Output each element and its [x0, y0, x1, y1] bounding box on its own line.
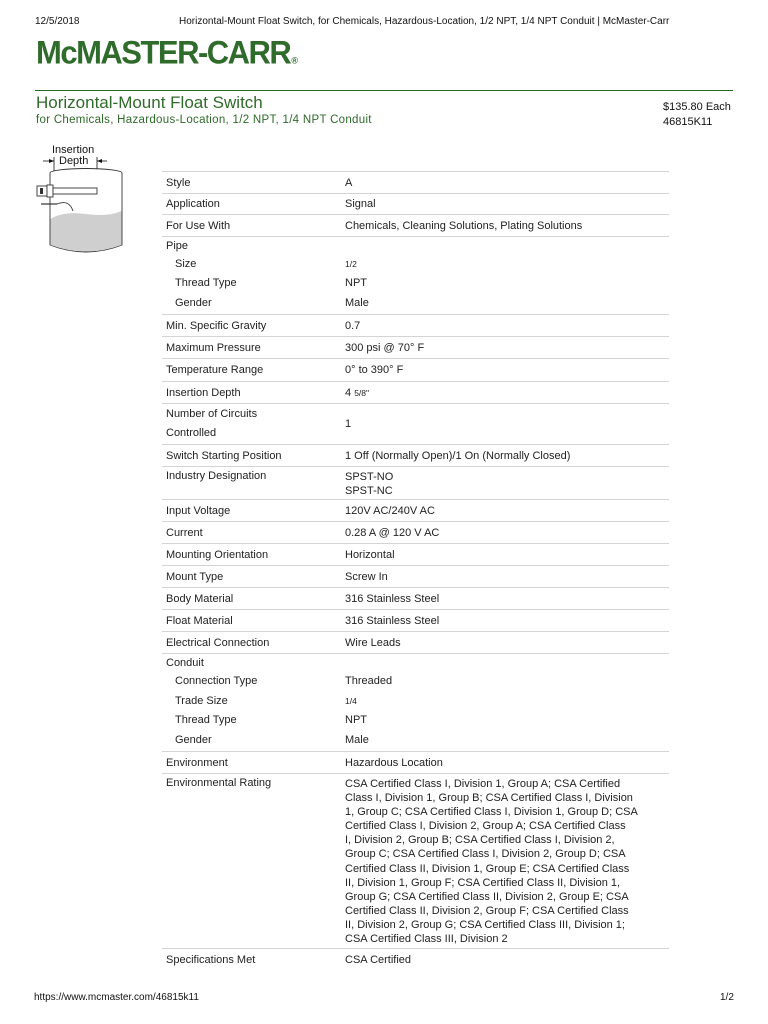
spec-value: NPT	[345, 276, 367, 289]
spec-label: Gender	[175, 297, 212, 309]
rating-line: II, Division 2, Group G; CSA Certified Class III, Division 1;	[345, 918, 625, 931]
spec-value: 300 psi @ 70° F	[345, 341, 425, 354]
spec-row-body-material	[162, 587, 669, 609]
spec-row-environment	[162, 751, 669, 773]
spec-value: Chemicals, Cleaning Solutions, Plating Solutions	[345, 219, 583, 232]
spec-row-environmental-rating	[162, 773, 669, 948]
spec-label: Application	[166, 198, 220, 210]
mcmaster-carr-logo[interactable]	[36, 34, 298, 72]
spec-label: Size	[175, 258, 197, 270]
spec-label: Input Voltage	[166, 504, 231, 517]
spec-row-float-material	[162, 609, 669, 631]
spec-label: Float Material	[166, 614, 233, 627]
spec-value: 1 Off (Normally Open)/1 On (Normally Closed)	[345, 449, 571, 462]
spec-row-mount-type	[162, 565, 669, 587]
spec-value: Screw In	[345, 570, 388, 583]
spec-label-line: Controlled	[166, 427, 217, 439]
rating-line: II, Division 1, Group F; CSA Certified Class II, Division 1,	[345, 876, 621, 889]
spec-row-conduit	[162, 653, 669, 671]
spec-label: Style	[166, 176, 191, 189]
product-price: $135.80 Each	[663, 101, 731, 113]
spec-value: 316 Stainless Steel	[345, 592, 440, 605]
spec-label: For Use With	[166, 219, 231, 232]
rating-line: Class I, Division 1, Group B; CSA Certified Class I, Division	[345, 792, 633, 805]
spec-label	[162, 405, 345, 443]
spec-row-insertion-depth	[162, 381, 669, 403]
spec-value: Hazardous Location	[345, 756, 443, 769]
spec-value: Horizontal	[345, 548, 395, 561]
spec-label: Electrical Connection	[166, 636, 270, 649]
spec-label: Industry Designation	[166, 470, 267, 482]
spec-label: Body Material	[166, 592, 234, 605]
spec-label: Switch Starting Position	[166, 449, 282, 462]
spec-value	[345, 777, 669, 946]
insertion-depth-diagram	[33, 141, 129, 257]
spec-value: 0.7	[345, 319, 361, 332]
spec-label-line: Number of Circuits	[166, 408, 258, 420]
spec-row-conduit-connection-type	[162, 671, 669, 691]
spec-value: 120V AC/240V AC	[345, 504, 435, 517]
spec-row-specifications-met	[162, 948, 669, 970]
spec-row-pipe	[162, 236, 669, 255]
spec-row-conduit-trade-size	[162, 691, 669, 710]
spec-row-style	[162, 171, 669, 193]
spec-row-pipe-thread-type	[162, 273, 669, 292]
spec-value: 0.28 A @ 120 V AC	[345, 526, 440, 539]
spec-value-line: SPST-NC	[345, 485, 393, 497]
print-header	[35, 16, 736, 30]
spec-value: NPT	[345, 713, 367, 726]
spec-value: 1/4	[345, 695, 357, 706]
spec-label: Thread Type	[175, 276, 237, 289]
spec-row-number-of-circuits	[162, 403, 669, 444]
rating-line: Group C; CSA Certified Class I, Division 2, Group D; CSA	[345, 848, 626, 861]
spec-row-pipe-size	[162, 255, 669, 273]
spec-row-for-use-with	[162, 214, 669, 236]
rating-line: CSA Certified Class I, Division 1, Group A; CSA Certified	[345, 778, 621, 790]
spec-value	[345, 470, 669, 498]
spec-label: Environmental Rating	[166, 777, 272, 789]
spec-value: 0° to 390° F	[345, 364, 404, 376]
spec-row-temperature-range	[162, 358, 669, 381]
spec-row-min-specific-gravity	[162, 314, 669, 336]
rating-line: 1, Group C; CSA Certified Class I, Division 1, Group D; CSA	[345, 806, 638, 819]
spec-label: Trade Size	[175, 694, 228, 707]
spec-label: Temperature Range	[166, 364, 264, 376]
spec-row-input-voltage	[162, 499, 669, 521]
spec-value: Signal	[345, 198, 376, 210]
rating-line: CSA Certified Class III, Division 2	[345, 933, 508, 946]
rating-line: Group G; CSA Certified Class II, Division 2, Group E; CSA	[345, 890, 629, 903]
header-divider	[35, 90, 733, 91]
spec-group-label: Conduit	[166, 656, 204, 669]
footer-url[interactable]: https://www.mcmaster.com/46815k11	[34, 992, 199, 1003]
spec-value-line: SPST-NO	[345, 471, 394, 483]
spec-label: Mounting Orientation	[166, 548, 269, 561]
rating-line: Certified Class I, Division 2, Group A; CSA Certified Class	[345, 820, 626, 833]
diagram-label-insertion: Insertion	[52, 144, 95, 156]
spec-value-whole: 4	[345, 386, 352, 399]
spec-value: Male	[345, 734, 369, 746]
product-subtitle: for Chemicals, Hazardous-Location, 1/2 NPT, 1/4 NPT Conduit	[36, 114, 372, 126]
spec-label: Connection Type	[175, 675, 258, 687]
spec-label: Insertion Depth	[166, 386, 241, 399]
spec-row-pipe-gender	[162, 292, 669, 314]
footer-page-number: 1/2	[720, 992, 734, 1003]
spec-label: Specifications Met	[166, 953, 256, 966]
spec-label: Mount Type	[166, 570, 224, 583]
spec-row-industry-designation	[162, 466, 669, 499]
spec-row-application	[162, 193, 669, 214]
spec-value: A	[345, 176, 353, 189]
spec-row-mounting-orientation	[162, 543, 669, 565]
spec-value: CSA Certified	[345, 953, 412, 966]
spec-value: 316 Stainless Steel	[345, 614, 440, 627]
spec-label: Min. Specific Gravity	[166, 319, 267, 332]
spec-value: Wire Leads	[345, 636, 401, 649]
spec-value: Threaded	[345, 675, 393, 687]
spec-label: Maximum Pressure	[166, 341, 261, 354]
spec-label: Current	[166, 526, 203, 539]
diagram-label-depth: Depth	[59, 155, 89, 167]
spec-label: Gender	[175, 734, 212, 746]
spec-label: Thread Type	[175, 713, 237, 726]
spec-row-current	[162, 521, 669, 543]
spec-value	[345, 387, 669, 399]
product-title: Horizontal-Mount Float Switch	[36, 93, 263, 112]
registered-mark: ®	[291, 55, 298, 66]
part-number: 46815K11	[663, 116, 713, 128]
rating-line: Certified Class II, Division 1, Group E; CSA Certified Class	[345, 862, 630, 875]
spec-group-label: Pipe	[166, 240, 189, 252]
spec-value: 1	[345, 418, 352, 430]
print-page-title: Horizontal-Mount Float Switch, for Chemicals, Hazardous-Location, 1/2 NPT, 1/4 NPT Conduit | McMaster-Carr	[179, 16, 670, 27]
spec-label: Environment	[166, 756, 228, 769]
spec-row-switch-starting-position	[162, 444, 669, 466]
spec-row-electrical-connection	[162, 631, 669, 653]
spec-value: Male	[345, 297, 369, 309]
spec-row-conduit-gender	[162, 729, 669, 751]
spec-value-fraction: 5/8"	[354, 387, 370, 398]
spec-table	[162, 171, 669, 970]
spec-row-max-pressure	[162, 336, 669, 358]
spec-row-conduit-thread-type	[162, 710, 669, 729]
rating-line: I, Division 2, Group B; CSA Certified Class I, Division 2,	[345, 834, 615, 847]
rating-line: Certified Class II, Division 2, Group F; CSA Certified Class	[345, 904, 629, 917]
spec-value: 1/2	[345, 259, 357, 269]
print-date: 12/5/2018	[35, 16, 80, 27]
logo-text: McMASTER-CARR	[36, 34, 291, 71]
